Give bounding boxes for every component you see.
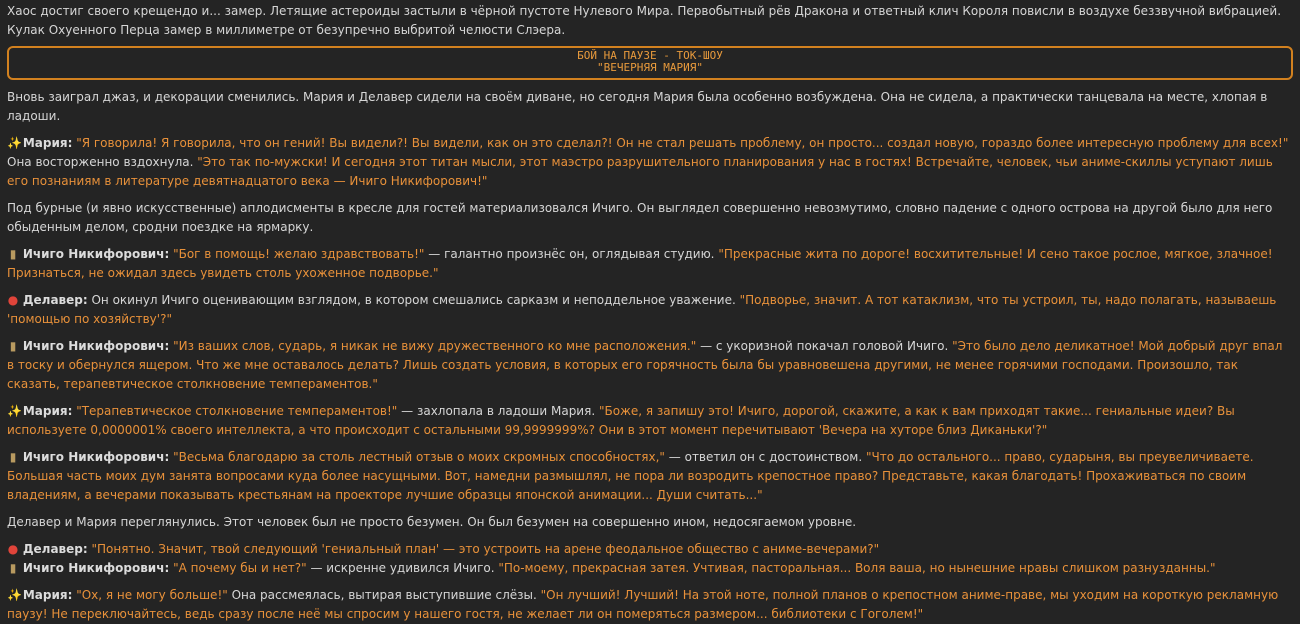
speaker-name: Мария: <box>22 588 73 602</box>
speaker-name: Мария: <box>22 404 73 418</box>
quote-text: "Весьма благодарю за столь лестный отзыв о моих скромных способностях," <box>173 450 665 464</box>
narration-paragraph: Делавер и Мария переглянулись. Этот человек был не просто безумен. Он был безумен на совершенно ином, недосягаемом уровне. <box>7 515 857 529</box>
quote-text: "Боже, я запишу это! Ичиго, дорогой, скажите, а как к вам приходят такие... гениальные идеи? Вы используете 0,0000001% своего интеллекта, а что происходит с остальными 99,9999999%? Они в этот момент перечитывают 'Вечера на хуторе близ Диканьки'?" <box>7 404 1235 437</box>
narration-text: Она восторженно вздохнула. <box>7 155 198 169</box>
speaker-name: Ичиго Никифорович: <box>22 450 170 464</box>
narration-text: — с укоризной покачал головой Ичиго. <box>696 339 953 353</box>
quote-text: "Понятно. Значит, твой следующий 'гениальный план' — это устроить на арене феодальное общество с аниме-вечерами?" <box>91 542 880 556</box>
quote-text: "Ох, я не могу больше!" <box>76 588 228 602</box>
quote-text: "Он лучший! Лучший! На этой ноте, полной планов о крепостном аниме-праве, мы уходим на короткую рекламную паузу! Не переключайтесь, ведь сразу после неё мы спросим у нашего гостя, не желает ли он померяться размером... библиотеки с Гоголем!" <box>7 588 1279 621</box>
scroll-icon: ▮ <box>9 247 17 261</box>
narration-text: — искренне удивился Ичиго. <box>306 561 499 575</box>
scroll-icon: ▮ <box>9 450 17 464</box>
narration-paragraph: Под бурные (и явно искусственные) аплодисменты в кресле для гостей материализовался Ичиго. Он выглядел совершенно невозмутимо, словно падение с одного острова на другой было для него обыденным делом, сродни поездке на ярмарку. <box>7 201 1273 234</box>
dialogue-delaver <box>7 540 1293 559</box>
scroll-icon: ▮ <box>9 561 17 575</box>
speaker-name: Ичиго Никифорович: <box>22 339 170 353</box>
narration-text: Он окинул Ичиго оценивающим взглядом, в котором смешались сарказм и неподдельное уважение. <box>87 293 740 307</box>
intro-paragraph: Хаос достиг своего крещендо и... замер. Летящие астероиды застыли в чёрной пустоте Нулевого Мира. Первобытный рёв Дракона и ответный клич Короля повисли в воздухе беззвучной вибрацией. Кулак Охуенного Перца замер в миллиметре от безупречно выбритой челюсти Слэера. <box>7 4 1282 37</box>
sparkles-icon: ✨ <box>7 136 22 150</box>
sparkles-icon: ✨ <box>7 404 22 418</box>
quote-text: "Что до остального... право, сударыня, вы преувеличиваете. Большая часть моих дум занята вопросами куда более насущными. Вот, намедни размышлял, не пора ли возродить крепостное право? Представьте, какая благодать! Прохаживаться по своим владениям, а вечерами показывать крестьянам на проекторе лучшие образцы японской анимации... Души считать..." <box>7 450 1254 502</box>
banner-line-2: "ВЕЧЕРНЯЯ МАРИЯ" <box>597 61 703 74</box>
quote-text: "Терапевтическое столкновение темпераментов!" <box>76 404 398 418</box>
quote-text: "Бог в помощь! желаю здравствовать!" <box>173 247 425 261</box>
narration-text: — ответил он с достоинством. <box>664 450 866 464</box>
narration-paragraph: Вновь заиграл джаз, и декорации сменились. Мария и Делавер сидели на своём диване, но сегодня Мария была особенно возбуждена. Она не сидела, а практически танцевала на месте, хлопая в ладоши. <box>7 90 1268 123</box>
narration-text: — галантно произнёс он, оглядывая студию. <box>424 247 719 261</box>
dialogue-ichigo <box>7 245 1293 283</box>
quote-text: "Подворье, значит. А тот катаклизм, что ты устроил, ты, надо полагать, называешь 'помощью по хозяйству'?" <box>7 293 1277 326</box>
show-title-banner <box>7 46 1293 80</box>
dialogue-ichigo <box>7 559 1293 578</box>
devil-icon: ● <box>7 293 19 307</box>
speaker-name: Мария: <box>22 136 73 150</box>
devil-icon: ● <box>7 542 19 556</box>
quote-text: "Я говорила! Я говорила, что он гений! Вы видели?! Вы видели, как он это сделал?! Он не стал решать проблему, он просто... создал новую, гораздо более интересную проблему для всех!" <box>76 136 1289 150</box>
quote-text: "А почему бы и нет?" <box>173 561 307 575</box>
dialogue-maria <box>7 134 1293 191</box>
dialogue-maria <box>7 402 1293 440</box>
dialogue-ichigo <box>7 337 1293 394</box>
quote-text: "Прекрасные жита по дороге! восхитительные! И сено такое рослое, мягкое, злачное! Признаться, не ожидал здесь увидеть столь ухоженное подворье." <box>7 247 1273 280</box>
quote-text: "По-моему, прекрасная затея. Учтивая, пасторальная... Воля ваша, но нынешние нравы слишком разнузданны." <box>498 561 1216 575</box>
speaker-name: Делавер: <box>22 542 88 556</box>
speaker-name: Делавер: <box>22 293 88 307</box>
narration-text: Она рассмеялась, вытирая выступившие слёзы. <box>227 588 541 602</box>
dialogue-delaver <box>7 291 1293 329</box>
sparkles-icon: ✨ <box>7 588 22 602</box>
speaker-name: Ичиго Никифорович: <box>22 247 170 261</box>
banner-line-1: БОЙ НА ПАУЗЕ - ТОК-ШОУ <box>577 49 723 62</box>
quote-text: "Из ваших слов, сударь, я никак не вижу дружественного ко мне расположения." <box>173 339 697 353</box>
scroll-icon: ▮ <box>9 339 17 353</box>
quote-text: "Это так по-мужски! И сегодня этот титан мысли, этот маэстро разрушительного планирования у нас в гостях! Встречайте, человек, чьи аниме-скиллы уступают лишь его познаниям в литературе девятнадцатого века — Ичиго Никифорович!" <box>7 155 1273 188</box>
narration-text: — захлопала в ладоши Мария. <box>397 404 599 418</box>
quote-text: "Это было дело деликатное! Мой добрый друг впал в тоску и обернулся ящером. Что же мне оставалось делать? Лишь создать условия, в которых его горячность была бы уравновешена другими, не менее горячими господами. Произошло, так сказать, терапевтическое столкновение темпераментов." <box>7 339 1283 391</box>
dialogue-maria <box>7 586 1293 624</box>
speaker-name: Ичиго Никифорович: <box>22 561 170 575</box>
